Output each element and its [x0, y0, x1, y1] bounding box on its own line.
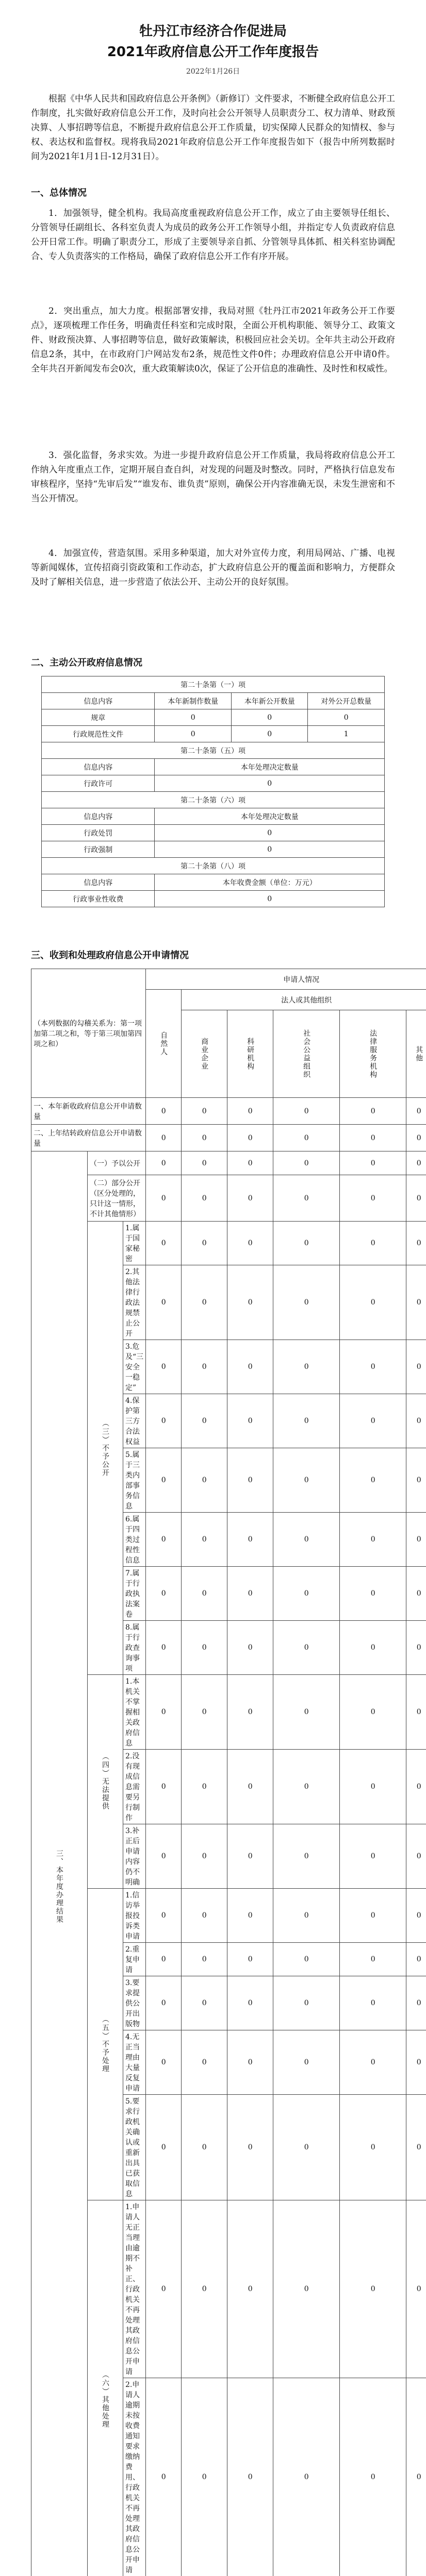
apptable-cell: 0	[340, 2030, 406, 2095]
apptable-cell: 0	[340, 1125, 406, 1151]
apptable-row-label: 6.属于四类过程性信息	[123, 1513, 146, 1567]
apptable-cell: 0	[146, 2030, 182, 2095]
apptable-cell: 0	[273, 1513, 340, 1567]
apptable-cell: 0	[227, 1567, 273, 1621]
t4-heading: 第二十条第（八）项	[42, 858, 385, 874]
s1-paragraph-3: 3．强化监督，务求实效。为进一步提升政府信息公开工作质量，我局将政府信息公开工作纳入年度重点工作，定期开展自查自纠，对发现的问题及时整改。同时，严格执行信息发布审核程序，坚持“先审后发”“谁发布、谁负责”原则，确保公开内容准确无误，未发生泄密和不当公开情况。	[31, 450, 395, 504]
apptable-cell: 0	[340, 1567, 406, 1621]
apptable-cell: 0	[273, 2030, 340, 2095]
apptable-cell: 0	[182, 1824, 227, 1889]
table-row	[31, 1675, 426, 1750]
t1-col: 本年新公开数量	[231, 693, 308, 709]
apptable-cell: 0	[406, 1175, 426, 1222]
application-table	[31, 969, 426, 2576]
apptable-cell: 0	[146, 1513, 182, 1567]
apptable-group-label: （三）不予公开	[88, 1222, 123, 1675]
apptable-cell: 0	[406, 1340, 426, 1394]
apptable-cell: 0	[182, 1976, 227, 2030]
t4-col: 本年收费金额（单位：万元）	[155, 874, 385, 891]
apptable-cell: 0	[146, 1098, 182, 1125]
apptable-row-label: 1.本机关不掌握相关政府信息	[123, 1675, 146, 1750]
apptable-cell: 0	[146, 1824, 182, 1889]
apptable-cell: 0	[406, 2378, 426, 2576]
s1-paragraph-4: 4．加强宣传，营造氛围。采用多种渠道，加大对外宣传力度，利用局网站、广播、电视等新闻媒体，宣传招商引资政策和工作动态，扩大政府信息公开的覆盖面和影响力，方便群众及时了解相关信息，进一步营造了依法公开、主动公开的良好氛围。	[31, 548, 395, 587]
apptable-row-label: 2.申请人逾期未按收费通知要求缴纳费用、行政机关不再处理其政府信息公开申请	[123, 2378, 146, 2576]
apptable-cell: 0	[146, 1151, 182, 1175]
apptable-cell: 0	[227, 1265, 273, 1340]
table-row	[31, 2200, 426, 2378]
t1-cell: 1	[308, 726, 385, 742]
table-row	[31, 1222, 426, 1265]
table-row	[31, 1151, 426, 1175]
apptable-cell: 0	[273, 1824, 340, 1889]
apptable-cell: 0	[182, 1125, 227, 1151]
apptable-cell: 0	[182, 1448, 227, 1513]
apptable-cell: 0	[406, 1513, 426, 1567]
apptable-legal-col: 其他	[406, 1010, 426, 1098]
apptable-row-label: 4.保护第三方合法权益	[123, 1394, 146, 1448]
apptable-legal-header: 法人或其他组织	[182, 990, 426, 1010]
apptable-row-label: 2.没有现成信息需要另行制作	[123, 1750, 146, 1824]
active-disclosure-table	[41, 676, 385, 907]
t2-cell: 0	[155, 775, 385, 792]
apptable-cell: 0	[340, 1675, 406, 1750]
apptable-row-label: 一、本年新收政府信息公开申请数量	[31, 1098, 146, 1125]
s1-paragraph-2: 2．突出重点，加大力度。根据部署安排，我局对照《牡丹江市2021年政务公开工作要点》，逐项梳理工作任务，明确责任科室和完成时限，全面公开机构职能、领导分工、政策文件、财政预决算、人事招聘等信息，做好政策解读，积极回应社会关切。全年共主动公开政府信息2条，其中，在市政府门户网站发布2条，规范性文件0件；办理政府信息公开申请0件。全年共召开新闻发布会0次，重大政策解读0次，保证了公开信息的准确性、及时性和权威性。	[31, 306, 395, 374]
apptable-cell: 0	[227, 2200, 273, 2378]
apptable-cell: 0	[406, 1394, 426, 1448]
apptable-cell: 0	[182, 1889, 227, 1943]
apptable-cell: 0	[340, 1175, 406, 1222]
apptable-cell: 0	[406, 1567, 426, 1621]
section-3-title: 三、收到和处理政府信息公开申请情况	[31, 950, 189, 961]
apptable-cell: 0	[340, 1513, 406, 1567]
apptable-cell: 0	[146, 1567, 182, 1621]
apptable-cell: 0	[406, 1151, 426, 1175]
apptable-cell: 0	[182, 2378, 227, 2576]
apptable-row-label: 二、上年结转政府信息公开申请数量	[31, 1125, 146, 1151]
t3-cell: 行政强制	[42, 841, 155, 858]
t2-heading: 第二十条第（五）项	[42, 742, 385, 759]
t1-cell: 0	[231, 726, 308, 742]
apptable-row-label: 2.其他法律行政法规禁止公开	[123, 1265, 146, 1340]
apptable-cell: 0	[182, 1175, 227, 1222]
apptable-natural-person: 自然人	[146, 990, 182, 1098]
apptable-cell: 0	[340, 2378, 406, 2576]
apptable-cell: 0	[340, 1750, 406, 1824]
report-date: 2022年1月26日	[186, 67, 240, 76]
apptable-row-label: 1.申请人无正当理由逾期不补正、行政机关不再处理其政府信息公开申请	[123, 2200, 146, 2378]
apptable-cell: 0	[273, 1175, 340, 1222]
apptable-cell: 0	[273, 1125, 340, 1151]
t1-cell: 0	[155, 726, 232, 742]
apptable-cell: 0	[182, 1513, 227, 1567]
apptable-legal-col: 社会公益组织	[273, 1010, 340, 1098]
apptable-row-label: （一）予以公开	[88, 1151, 146, 1175]
apptable-cell: 0	[340, 1265, 406, 1340]
apptable-cell: 0	[273, 1889, 340, 1943]
apptable-cell: 0	[227, 1675, 273, 1750]
apptable-cell: 0	[340, 2095, 406, 2200]
apptable-applicant-header: 申请人情况	[146, 969, 426, 990]
apptable-cell: 0	[340, 1151, 406, 1175]
apptable-cell: 0	[273, 1750, 340, 1824]
table-row	[31, 1125, 426, 1151]
apptable-cell: 0	[273, 1448, 340, 1513]
t2-col: 本年处理决定数量	[155, 759, 385, 775]
apptable-corner: （本列数据的勾稽关系为：第一项加第二项之和，等于第三项加第四项之和）	[31, 969, 146, 1098]
apptable-cell: 0	[227, 1151, 273, 1175]
apptable-legal-col: 科研机构	[227, 1010, 273, 1098]
table-row	[31, 1889, 426, 1943]
apptable-cell: 0	[273, 1943, 340, 1976]
apptable-cell: 0	[340, 1943, 406, 1976]
apptable-cell: 0	[146, 2200, 182, 2378]
t4-col: 信息内容	[42, 874, 155, 891]
t1-heading: 第二十条第（一）项	[42, 676, 385, 693]
t3-col: 信息内容	[42, 808, 155, 825]
apptable-cell: 0	[273, 1151, 340, 1175]
apptable-cell: 0	[182, 2200, 227, 2378]
apptable-cell: 0	[340, 1824, 406, 1889]
apptable-cell: 0	[273, 2200, 340, 2378]
apptable-cell: 0	[273, 1675, 340, 1750]
apptable-cell: 0	[146, 2378, 182, 2576]
t3-cell: 0	[155, 825, 385, 841]
apptable-cell: 0	[406, 1824, 426, 1889]
apptable-cell: 0	[273, 1098, 340, 1125]
apptable-legal-col: 法律服务机构	[340, 1010, 406, 1098]
report-title-line2: 2021年政府信息公开工作年度报告	[107, 44, 319, 60]
t2-col: 信息内容	[42, 759, 155, 775]
apptable-row-label: 8.属于行政查询事项	[123, 1621, 146, 1675]
apptable-cell: 0	[182, 1750, 227, 1824]
apptable-cell: 0	[182, 2030, 227, 2095]
apptable-cell: 0	[227, 1098, 273, 1125]
apptable-cell: 0	[406, 1621, 426, 1675]
t3-cell: 0	[155, 841, 385, 858]
apptable-cell: 0	[146, 1889, 182, 1943]
t3-heading: 第二十条第（六）项	[42, 792, 385, 808]
apptable-cell: 0	[182, 1222, 227, 1265]
apptable-cell: 0	[227, 1513, 273, 1567]
apptable-cell: 0	[146, 1394, 182, 1448]
apptable-cell: 0	[146, 2095, 182, 2200]
report-title-line1: 牡丹江市经济合作促进局	[139, 24, 287, 39]
apptable-row3-label: 三、本年度办理结果	[31, 1151, 88, 2576]
apptable-cell: 0	[146, 1976, 182, 2030]
apptable-cell: 0	[406, 1265, 426, 1340]
section-2-title: 二、主动公开政府信息情况	[31, 657, 142, 668]
apptable-cell: 0	[182, 1621, 227, 1675]
apptable-cell: 0	[227, 1125, 273, 1151]
apptable-cell: 0	[406, 1675, 426, 1750]
apptable-cell: 0	[406, 2030, 426, 2095]
t4-cell: 行政事业性收费	[42, 891, 155, 907]
apptable-cell: 0	[273, 1567, 340, 1621]
apptable-row-label: 2.重复申请	[123, 1943, 146, 1976]
apptable-row-label: 5.要求行政机关确认或重新出具已获取信息	[123, 2095, 146, 2200]
apptable-cell: 0	[182, 1340, 227, 1394]
t1-cell: 规章	[42, 709, 155, 726]
apptable-cell: 0	[406, 1750, 426, 1824]
apptable-cell: 0	[273, 2095, 340, 2200]
apptable-cell: 0	[406, 1125, 426, 1151]
apptable-cell: 0	[146, 1943, 182, 1976]
apptable-cell: 0	[146, 1448, 182, 1513]
apptable-cell: 0	[182, 1098, 227, 1125]
apptable-cell: 0	[182, 1394, 227, 1448]
t1-cell: 行政规范性文件	[42, 726, 155, 742]
apptable-cell: 0	[146, 1750, 182, 1824]
apptable-cell: 0	[146, 1675, 182, 1750]
apptable-cell: 0	[146, 1222, 182, 1265]
t3-col: 本年处理决定数量	[155, 808, 385, 825]
apptable-cell: 0	[340, 1976, 406, 2030]
apptable-cell: 0	[273, 1222, 340, 1265]
t1-col: 信息内容	[42, 693, 155, 709]
apptable-cell: 0	[227, 2378, 273, 2576]
apptable-cell: 0	[227, 1448, 273, 1513]
apptable-cell: 0	[227, 1222, 273, 1265]
apptable-cell: 0	[340, 1889, 406, 1943]
apptable-cell: 0	[340, 1340, 406, 1394]
t1-cell: 0	[308, 709, 385, 726]
apptable-cell: 0	[227, 1976, 273, 2030]
apptable-cell: 0	[227, 2095, 273, 2200]
t4-cell: 0	[155, 891, 385, 907]
apptable-cell: 0	[340, 1621, 406, 1675]
t1-col: 本年新制作数量	[155, 693, 232, 709]
t2-cell: 行政许可	[42, 775, 155, 792]
apptable-cell: 0	[227, 1340, 273, 1394]
apptable-cell: 0	[340, 2200, 406, 2378]
t1-cell: 0	[155, 709, 232, 726]
apptable-row-label: 3.危及“三安全一稳定”	[123, 1340, 146, 1394]
apptable-cell: 0	[340, 1448, 406, 1513]
apptable-cell: 0	[146, 1340, 182, 1394]
apptable-row-label: 3.补正后申请内容仍不明确	[123, 1824, 146, 1889]
apptable-cell: 0	[406, 1448, 426, 1513]
table-row	[31, 1175, 426, 1222]
apptable-cell: 0	[406, 2095, 426, 2200]
apptable-cell: 0	[273, 2378, 340, 2576]
apptable-row-label: 1.信访举报投诉类申请	[123, 1889, 146, 1943]
apptable-cell: 0	[182, 2095, 227, 2200]
apptable-cell: 0	[227, 2030, 273, 2095]
apptable-cell: 0	[406, 1889, 426, 1943]
apptable-cell: 0	[406, 1976, 426, 2030]
t3-cell: 行政处罚	[42, 825, 155, 841]
apptable-cell: 0	[273, 1265, 340, 1340]
apptable-cell: 0	[340, 1098, 406, 1125]
section-1-title: 一、总体情况	[31, 188, 87, 198]
apptable-cell: 0	[182, 1151, 227, 1175]
apptable-cell: 0	[182, 1567, 227, 1621]
apptable-row-label: 3.要求提供公开出版物	[123, 1976, 146, 2030]
apptable-row-label: 1.属于国家秘密	[123, 1222, 146, 1265]
apptable-legal-col: 商业企业	[182, 1010, 227, 1098]
apptable-cell: 0	[227, 1394, 273, 1448]
apptable-cell: 0	[406, 2200, 426, 2378]
apptable-cell: 0	[406, 1222, 426, 1265]
apptable-cell: 0	[273, 1621, 340, 1675]
apptable-row-label: 7.属于行政执法案卷	[123, 1567, 146, 1621]
t1-col: 对外公开总数量	[308, 693, 385, 709]
apptable-cell: 0	[182, 1675, 227, 1750]
table-row	[31, 1098, 426, 1125]
apptable-cell: 0	[227, 1750, 273, 1824]
apptable-group-label: （六）其他处理	[88, 2200, 123, 2576]
apptable-cell: 0	[227, 1943, 273, 1976]
apptable-cell: 0	[273, 1394, 340, 1448]
apptable-row-label: 5.属于三类内部事务信息	[123, 1448, 146, 1513]
apptable-cell: 0	[146, 1175, 182, 1222]
apptable-cell: 0	[273, 1340, 340, 1394]
apptable-cell: 0	[273, 1976, 340, 2030]
apptable-cell: 0	[182, 1943, 227, 1976]
apptable-cell: 0	[227, 1175, 273, 1222]
apptable-group-label: （四）无法提供	[88, 1675, 123, 1889]
t1-cell: 0	[231, 709, 308, 726]
intro-paragraph: 根据《中华人民共和国政府信息公开条例》（新修订）文件要求，不断健全政府信息公开工作制度，扎实做好政府信息公开工作，及时向社会公开领导人员职责分工、权力清单、财政预决算、人事招聘等信息，不断提升政府信息公开工作质量，切实保障人民群众的知情权、参与权、表达权和监督权。现将我局2021年政府信息公开工作年度报告如下（报告中所列数据时间为2021年1月1日-12月31日）。	[31, 94, 395, 162]
apptable-cell: 0	[340, 1222, 406, 1265]
apptable-cell: 0	[340, 1394, 406, 1448]
apptable-cell: 0	[227, 1824, 273, 1889]
apptable-row-label: （二）部分公开（区分处理的，只计这一情形，不计其他情形）	[88, 1175, 146, 1222]
apptable-row-label: 4.无正当理由大量反复申请	[123, 2030, 146, 2095]
s1-paragraph-1: 1．加强领导，健全机构。我局高度重视政府信息公开工作，成立了由主要领导任组长、分管领导任副组长、各科室负责人为成员的政务公开工作领导小组，并指定专人负责政府信息公开日常工作。明确了职责分工，形成了主要领导亲自抓、分管领导具体抓、相关科室协调配合、专人负责落实的工作格局，确保了政府信息公开工作有序开展。	[31, 208, 395, 262]
apptable-cell: 0	[406, 1098, 426, 1125]
apptable-group-label: （五）不予处理	[88, 1889, 123, 2200]
apptable-cell: 0	[146, 1621, 182, 1675]
apptable-cell: 0	[146, 1125, 182, 1151]
apptable-cell: 0	[146, 1265, 182, 1340]
apptable-cell: 0	[182, 1265, 227, 1340]
apptable-cell: 0	[406, 1943, 426, 1976]
apptable-cell: 0	[227, 1889, 273, 1943]
apptable-cell: 0	[227, 1621, 273, 1675]
